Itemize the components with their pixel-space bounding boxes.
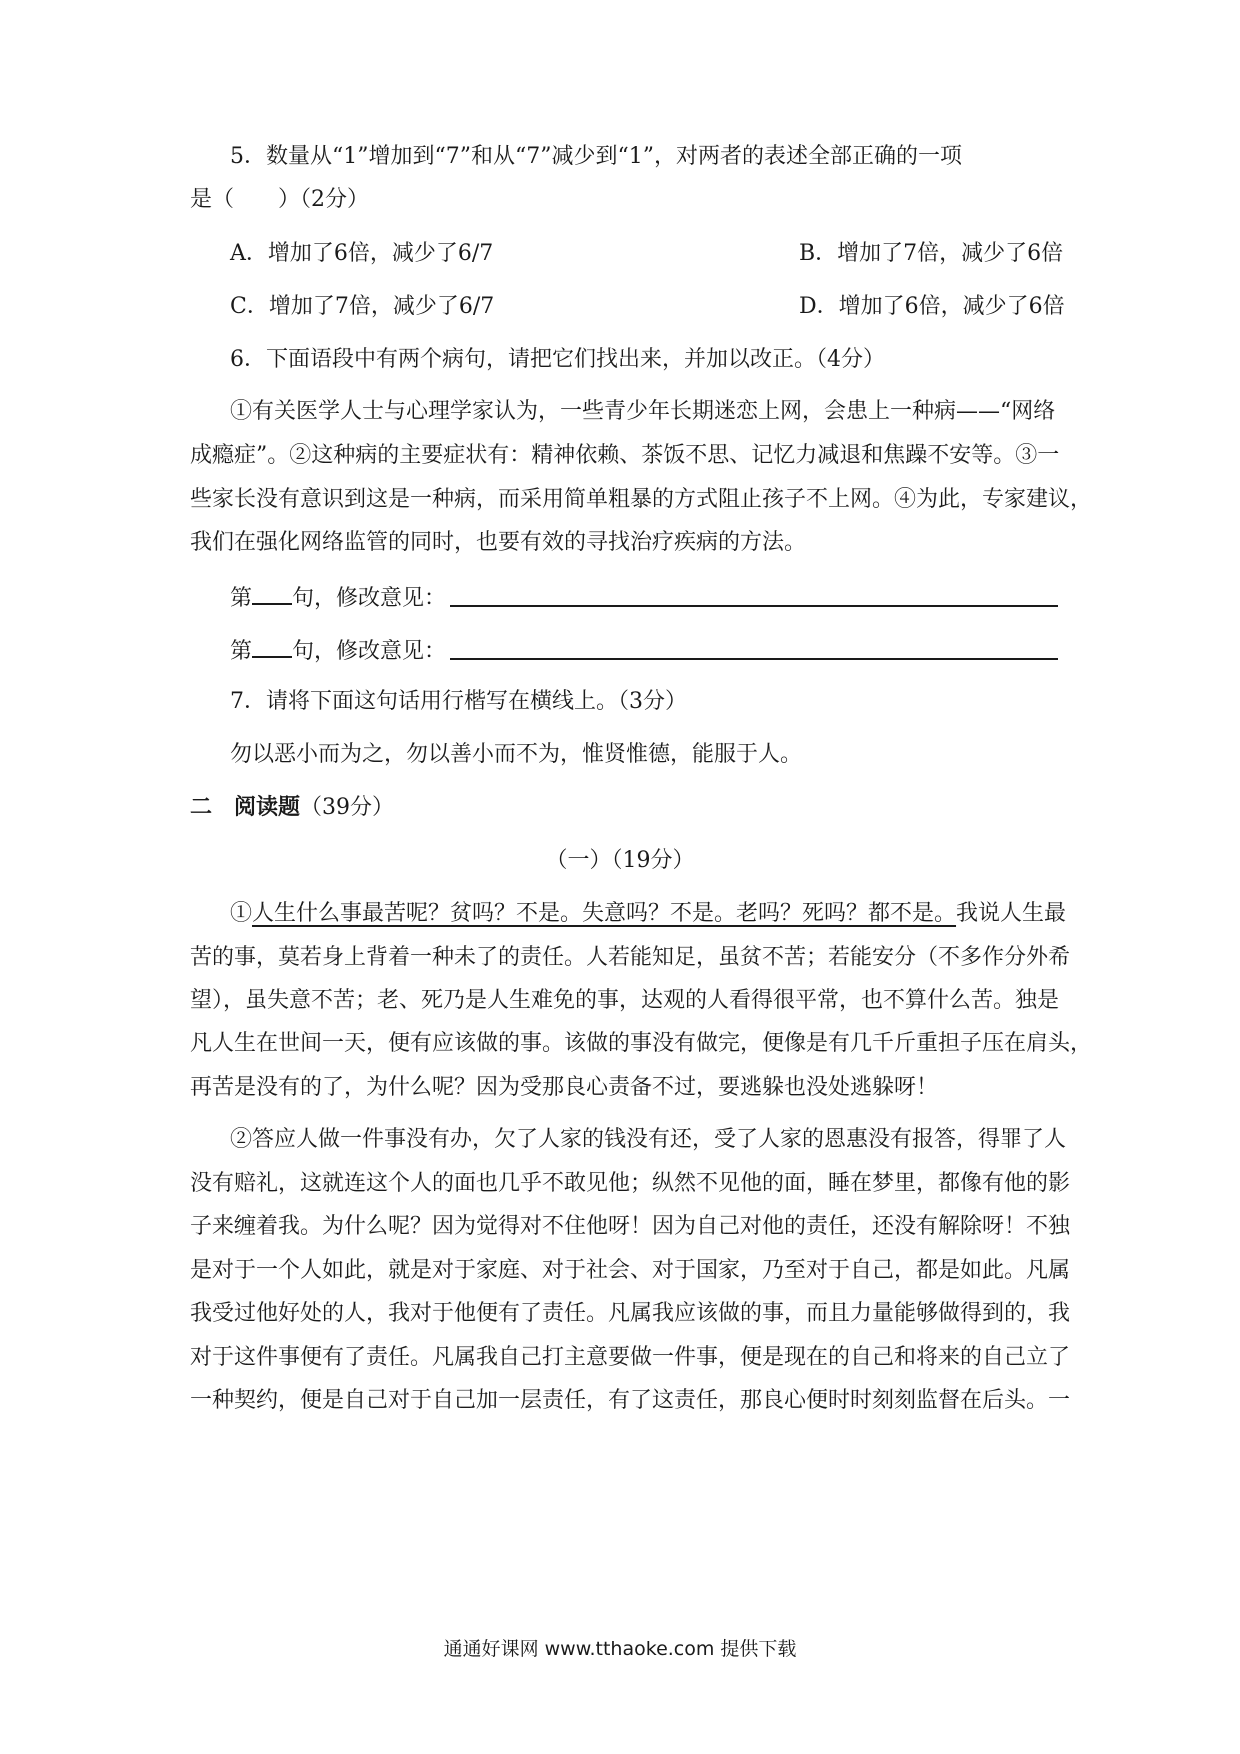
q5-stem-line-1: 5．数量从“1”增加到“7”和从“7”减少到“1”，对两者的表述全部正确的一项 xyxy=(230,144,962,169)
q6-passage-line: ①有关医学人士与心理学家认为，一些青少年长期迷恋上网，会患上一种病——“网络 xyxy=(230,399,1056,424)
reading-line: 没有赔礼，这就连这个人的面也几乎不敢见他；纵然不见他的面，睡在梦里，都像有他的影 xyxy=(190,1171,1071,1196)
q6-answer-row-2 xyxy=(230,636,1100,665)
answer-suffix: 句，修改意见： xyxy=(292,586,447,611)
answer-suffix: 句，修改意见： xyxy=(292,639,447,664)
q5-option-b: B．增加了7倍，减少了6倍 xyxy=(799,241,1064,266)
reading-line: 望），虽失意不苦；老、死乃是人生难免的事，达观的人看得很平常，也不算什么苦。独是 xyxy=(190,988,1060,1013)
q5-option-d: D．增加了6倍，减少了6倍 xyxy=(799,294,1065,319)
reading-part-heading: （一）（19分） xyxy=(545,848,695,873)
q6-passage-line: 成瘾症”。②这种病的主要症状有：精神依赖、茶饭不思、记忆力减退和焦躁不安等。③一 xyxy=(190,443,1060,468)
page-footer: 通通好课网 www.tthaoke.com 提供下载 xyxy=(443,1638,797,1660)
q7-stem: 7．请将下面这句话用行楷写在横线上。（3分） xyxy=(230,689,687,714)
section-heading xyxy=(190,795,1060,821)
underlined-sentence: 人生什么事最苦呢？贫吗？不是。失意吗？不是。老吗？死吗？都不是。 xyxy=(252,901,957,926)
q5-option-c: C．增加了7倍，减少了6/7 xyxy=(230,294,495,319)
sentence-number-blank[interactable] xyxy=(252,636,292,658)
q6-answer-row-1 xyxy=(230,583,1100,612)
reading-line: 一种契约，便是自己对于自己加一层责任，有了这责任，那良心便时时刻刻监督在后头。一 xyxy=(190,1388,1071,1413)
q5-option-a: A．增加了6倍，减少了6/7 xyxy=(230,241,494,266)
answer-prefix: 第 xyxy=(230,586,253,611)
revision-answer-line[interactable] xyxy=(450,658,1058,660)
reading-paragraph-1-first-line xyxy=(230,901,1100,927)
q5-stem-line-2: 是（ ）（2分） xyxy=(190,187,369,212)
q6-passage-line: 些家长没有意识到这是一种病，而采用简单粗暴的方式阻止孩子不上网。④为此，专家建议， xyxy=(190,487,1093,512)
reading-line: 对于这件事便有了责任。凡属我自己打主意要做一件事，便是现在的自己和将来的自己立了 xyxy=(190,1345,1071,1370)
q7-sentence: 勿以恶小而为之，勿以善小而不为，惟贤惟德，能服于人。 xyxy=(230,742,803,767)
sentence-number-blank[interactable] xyxy=(252,583,292,605)
paragraph-text: 我说人生最 xyxy=(956,901,1067,926)
section-title: 阅读题 xyxy=(234,795,301,820)
reading-line: 子来缠着我。为什么呢？因为觉得对不住他呀！因为自己对他的责任，还没有解除呀！不独 xyxy=(190,1214,1071,1239)
section-points: （39分） xyxy=(300,795,395,820)
q6-stem: 6．下面语段中有两个病句，请把它们找出来，并加以改正。（4分） xyxy=(230,347,885,372)
revision-answer-line[interactable] xyxy=(450,605,1058,607)
reading-line: ②答应人做一件事没有办，欠了人家的钱没有还，受了人家的恩惠没有报答，得罪了人 xyxy=(230,1127,1067,1152)
q5-options-row-2 xyxy=(230,294,1100,320)
reading-line: 是对于一个人如此，就是对于家庭、对于社会、对于国家，乃至对于自己，都是如此。凡属 xyxy=(190,1258,1071,1283)
paragraph-marker: ① xyxy=(230,901,253,926)
reading-line: 苦的事，莫若身上背着一种未了的责任。人若能知足，虽贫不苦；若能安分（不多作分外希 xyxy=(190,945,1071,970)
reading-line: 凡人生在世间一天，便有应该做的事。该做的事没有做完，便像是有几千斤重担子压在肩头， xyxy=(190,1031,1093,1056)
section-number: 二 xyxy=(190,795,213,820)
q5-options-row-1 xyxy=(230,241,1100,267)
answer-prefix: 第 xyxy=(230,639,253,664)
reading-line: 再苦是没有的了，为什么呢？因为受那良心责备不过，要逃躲也没处逃躲呀！ xyxy=(190,1075,939,1100)
reading-line: 我受过他好处的人，我对于他便有了责任。凡属我应该做的事，而且力量能够做得到的，我 xyxy=(190,1301,1071,1326)
q6-passage-line: 我们在强化网络监管的同时，也要有效的寻找治疗疾病的方法。 xyxy=(190,530,807,555)
